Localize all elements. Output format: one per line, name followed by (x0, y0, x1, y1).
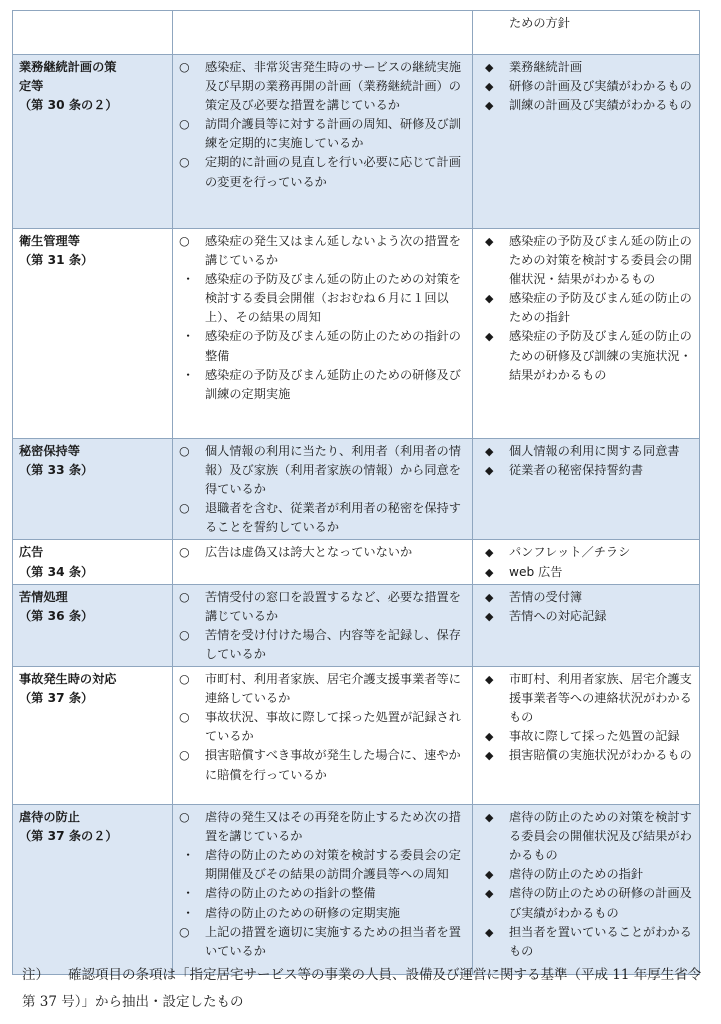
table-row (13, 667, 700, 805)
check-item (179, 588, 466, 626)
diamond-marker: ◆ (485, 61, 494, 74)
check-items-cell (173, 55, 473, 229)
check-item (179, 327, 466, 365)
check-items-cell (173, 439, 473, 540)
circle-marker: ○ (179, 589, 190, 604)
document-text: 苦情の受付簿 (509, 589, 583, 604)
bullet-marker: ・ (182, 272, 195, 287)
diamond-marker: ◆ (485, 292, 494, 306)
document-item (479, 746, 693, 765)
check-item (179, 115, 466, 153)
document-item (479, 588, 693, 607)
document-text: 感染症の予防及びまん延の防止のための対策を検討する委員会の開催状況・結果がわかるもの (509, 234, 692, 287)
table-row (13, 584, 700, 666)
check-text: 感染症の予防及びまん延の防止のための対策を検討する委員会開催（おおむね６月に１回以上）、その結果の周知 (205, 272, 461, 325)
document-text: パンフレット／チラシ (509, 545, 631, 560)
check-text: 感染症の予防及びまん延の防止のための指針の整備 (205, 329, 461, 363)
table-row (13, 229, 700, 439)
documents-cell (473, 439, 700, 540)
footnote-label: 注） (22, 967, 49, 983)
table-row (13, 805, 700, 975)
row-title-line: 虐待の防止 (19, 810, 80, 825)
circle-marker: ○ (179, 810, 190, 825)
documents-cell (473, 540, 700, 584)
row-title-line: 衛生管理等 (19, 234, 80, 248)
document-item (479, 884, 693, 922)
diamond-marker: ◆ (485, 730, 494, 744)
documents-cell (473, 55, 700, 229)
check-item (179, 543, 466, 562)
diamond-marker: ◆ (485, 445, 494, 458)
check-item (179, 270, 466, 327)
check-text: 損害賠償すべき事故が発生した場合に、速やかに賠償を行っているか (205, 748, 461, 782)
row-article-line: （第 34 条） (19, 564, 94, 579)
document-item (479, 543, 693, 562)
row-title-line: 苦情処理 (19, 589, 68, 604)
check-text: 苦情受付の窓口を設置するなど、必要な措置を講じているか (205, 589, 461, 623)
circle-marker: ○ (179, 117, 190, 132)
check-text: 個人情報の利用に当たり、利用者（利用者の情報）及び家族（利用者家族の情報）から同意を得ているか (205, 444, 461, 497)
check-text: 広告は虚偽又は誇大となっていないか (205, 545, 413, 560)
document-text: 損害賠償の実施状況がわかるもの (509, 748, 692, 763)
document-text: 担当者を置いていることがわかるもの (509, 924, 692, 958)
document-item (479, 442, 693, 461)
table-body (13, 11, 700, 975)
bullet-marker: ・ (182, 367, 195, 382)
row-article-line: （第 36 条） (19, 608, 94, 623)
check-item (179, 904, 466, 923)
diamond-marker: ◆ (485, 590, 494, 604)
diamond-marker: ◆ (485, 811, 494, 825)
document-text: 虐待の防止のための対策を検討する委員会の開催状況及び結果がわかるもの (509, 810, 692, 863)
check-text: 訪問介護員等に対する計画の周知、研修及び訓練を定期的に実施しているか (205, 117, 461, 151)
row-title-line: 定等 (19, 79, 44, 94)
check-item (179, 746, 466, 784)
check-item (179, 442, 466, 499)
table-row (13, 439, 700, 540)
circle-marker: ○ (179, 545, 190, 560)
check-item (179, 58, 466, 115)
check-item (179, 923, 466, 961)
check-item (179, 153, 466, 191)
row-article-line: （第 37 条） (19, 691, 94, 706)
row-title-line: 広告 (19, 545, 44, 560)
document-item (479, 563, 693, 582)
check-text: 事故状況、事故に際して採った処置が記録されているか (205, 710, 461, 744)
check-item (179, 808, 466, 846)
check-text: 市町村、利用者家族、居宅介護支援事業者等に連絡しているか (205, 672, 461, 706)
check-text: 虐待の防止のための研修の定期実施 (205, 905, 400, 920)
document-item (479, 96, 693, 115)
row-article-line: （第 33 条） (19, 463, 94, 478)
check-items-cell (173, 805, 473, 975)
document-text: 事故に際して採った処置の記録 (509, 729, 680, 744)
diamond-marker: ◆ (485, 464, 494, 478)
document-item (479, 607, 693, 626)
document-text: 訓練の計画及び実績がわかるもの (509, 98, 692, 113)
check-items-cell (173, 11, 473, 55)
row-title-line: 事故発生時の対応 (19, 672, 117, 687)
document-text: 業務継続計画 (509, 60, 583, 74)
row-title-cell (13, 229, 173, 439)
document-text: 市町村、利用者家族、居宅介護支援事業者等への連絡状況がわかるもの (509, 672, 692, 725)
diamond-marker: ◆ (485, 546, 494, 560)
document-text: 虐待の防止のための研修の計画及び実績がわかるもの (509, 886, 692, 920)
document-item (479, 58, 693, 77)
check-items-cell (173, 229, 473, 439)
row-title-line: 業務継続計画の策 (19, 60, 117, 74)
circle-marker: ○ (179, 444, 190, 458)
document-item (479, 77, 693, 96)
table-row (13, 540, 700, 584)
document-text: 研修の計画及び実績がわかるもの (509, 79, 692, 94)
footnote-text: 確認項目の条項は「指定居宅サービス等の事業の人員、設備及び運営に関する基準（平成 11 年厚生省令第 37 号）」から抽出・設定したもの (22, 967, 702, 1010)
check-items-cell (173, 667, 473, 805)
diamond-marker: ◆ (485, 925, 494, 939)
bullet-marker: ・ (182, 905, 195, 920)
diamond-marker: ◆ (485, 609, 494, 623)
diamond-marker: ◆ (485, 99, 494, 113)
circle-marker: ○ (179, 60, 190, 74)
check-item (179, 708, 466, 746)
check-text: 虐待の防止のための対策を検討する委員会の定期開催及びその結果の訪問介護員等への周知 (205, 848, 461, 882)
check-text: 虐待の発生又はその再発を防止するため次の措置を講じているか (205, 810, 461, 844)
circle-marker: ○ (179, 234, 190, 248)
check-text: 虐待の防止のための指針の整備 (205, 886, 376, 901)
circle-marker: ○ (179, 672, 190, 687)
row-title-cell (13, 667, 173, 805)
document-item (479, 14, 693, 33)
document-item (479, 461, 693, 480)
documents-cell (473, 805, 700, 975)
diamond-marker: ◆ (485, 673, 494, 687)
document-marker (479, 14, 509, 33)
document-item (479, 923, 693, 961)
document-item (479, 670, 693, 727)
document-text: 感染症の予防及びまん延の防止のための指針 (509, 291, 692, 325)
check-text: 感染症の発生又はまん延しないよう次の措置を講じているか (205, 234, 461, 268)
check-items-cell (173, 584, 473, 666)
row-title-cell (13, 11, 173, 55)
check-text: 苦情を受け付けた場合、内容等を記録し、保存しているか (205, 627, 461, 661)
check-item (179, 670, 466, 708)
check-text: 上記の措置を適切に実施するための担当者を置いているか (205, 924, 461, 958)
documents-cell (473, 229, 700, 439)
diamond-marker: ◆ (485, 330, 494, 344)
diamond-marker: ◆ (485, 80, 494, 94)
check-item (179, 499, 466, 537)
documents-cell (473, 667, 700, 805)
diamond-marker: ◆ (485, 565, 494, 579)
row-article-line: （第 31 条） (19, 253, 94, 268)
table-row (13, 11, 700, 55)
document-item (479, 289, 693, 327)
diamond-marker: ◆ (485, 235, 494, 248)
row-title-cell (13, 55, 173, 229)
inspection-table (12, 10, 700, 975)
document-text: 虐待の防止のための指針 (509, 867, 644, 882)
check-item (179, 884, 466, 903)
row-title-cell (13, 584, 173, 666)
row-title-cell (13, 439, 173, 540)
document-item (479, 808, 693, 865)
row-title-line: 秘密保持等 (19, 444, 80, 458)
row-title-cell (13, 805, 173, 975)
check-text: 退職者を含む、従業者が利用者の秘密を保持することを誓約しているか (205, 501, 461, 535)
document-text: 感染症の予防及びまん延の防止のための研修及び訓練の実施状況・結果がわかるもの (509, 329, 692, 382)
row-title-cell (13, 540, 173, 584)
check-text: 感染症、非常災害発生時のサービスの継続実施及び早期の業務再開の計画（業務継続計画）の策定及び必要な措置を講じているか (205, 60, 461, 113)
diamond-marker: ◆ (485, 887, 494, 901)
bullet-marker: ・ (182, 329, 195, 344)
row-article-line: （第 30 条の２） (19, 98, 118, 113)
bullet-marker: ・ (182, 848, 195, 863)
check-item (179, 846, 466, 884)
bullet-marker: ・ (182, 886, 195, 901)
document-text: web 広告 (509, 564, 563, 579)
circle-marker: ○ (179, 748, 190, 763)
check-item (179, 232, 466, 270)
circle-marker: ○ (179, 155, 190, 170)
footnote (22, 962, 712, 1016)
document-item (479, 727, 693, 746)
documents-cell (473, 584, 700, 666)
check-items-cell (173, 540, 473, 584)
circle-marker: ○ (179, 501, 190, 516)
check-text: 定期的に計画の見直しを行い必要に応じて計画の変更を行っているか (205, 155, 461, 189)
check-item (179, 626, 466, 664)
circle-marker: ○ (179, 924, 190, 939)
document-item (479, 232, 693, 289)
table-row (13, 55, 700, 229)
diamond-marker: ◆ (485, 868, 494, 882)
check-text: 感染症の予防及びまん延防止のための研修及び訓練の定期実施 (205, 367, 461, 401)
document-text: 従業者の秘密保持誓約書 (509, 463, 644, 478)
row-article-line: （第 37 条の２） (19, 829, 118, 844)
diamond-marker: ◆ (485, 749, 494, 763)
document-text: 個人情報の利用に関する同意書 (509, 444, 680, 458)
circle-marker: ○ (179, 710, 190, 725)
document-item (479, 865, 693, 884)
document-text: ための方針 (509, 16, 570, 30)
check-item (179, 366, 466, 404)
circle-marker: ○ (179, 627, 190, 642)
documents-cell (473, 11, 700, 55)
document-text: 苦情への対応記録 (509, 608, 607, 623)
document-item (479, 327, 693, 384)
